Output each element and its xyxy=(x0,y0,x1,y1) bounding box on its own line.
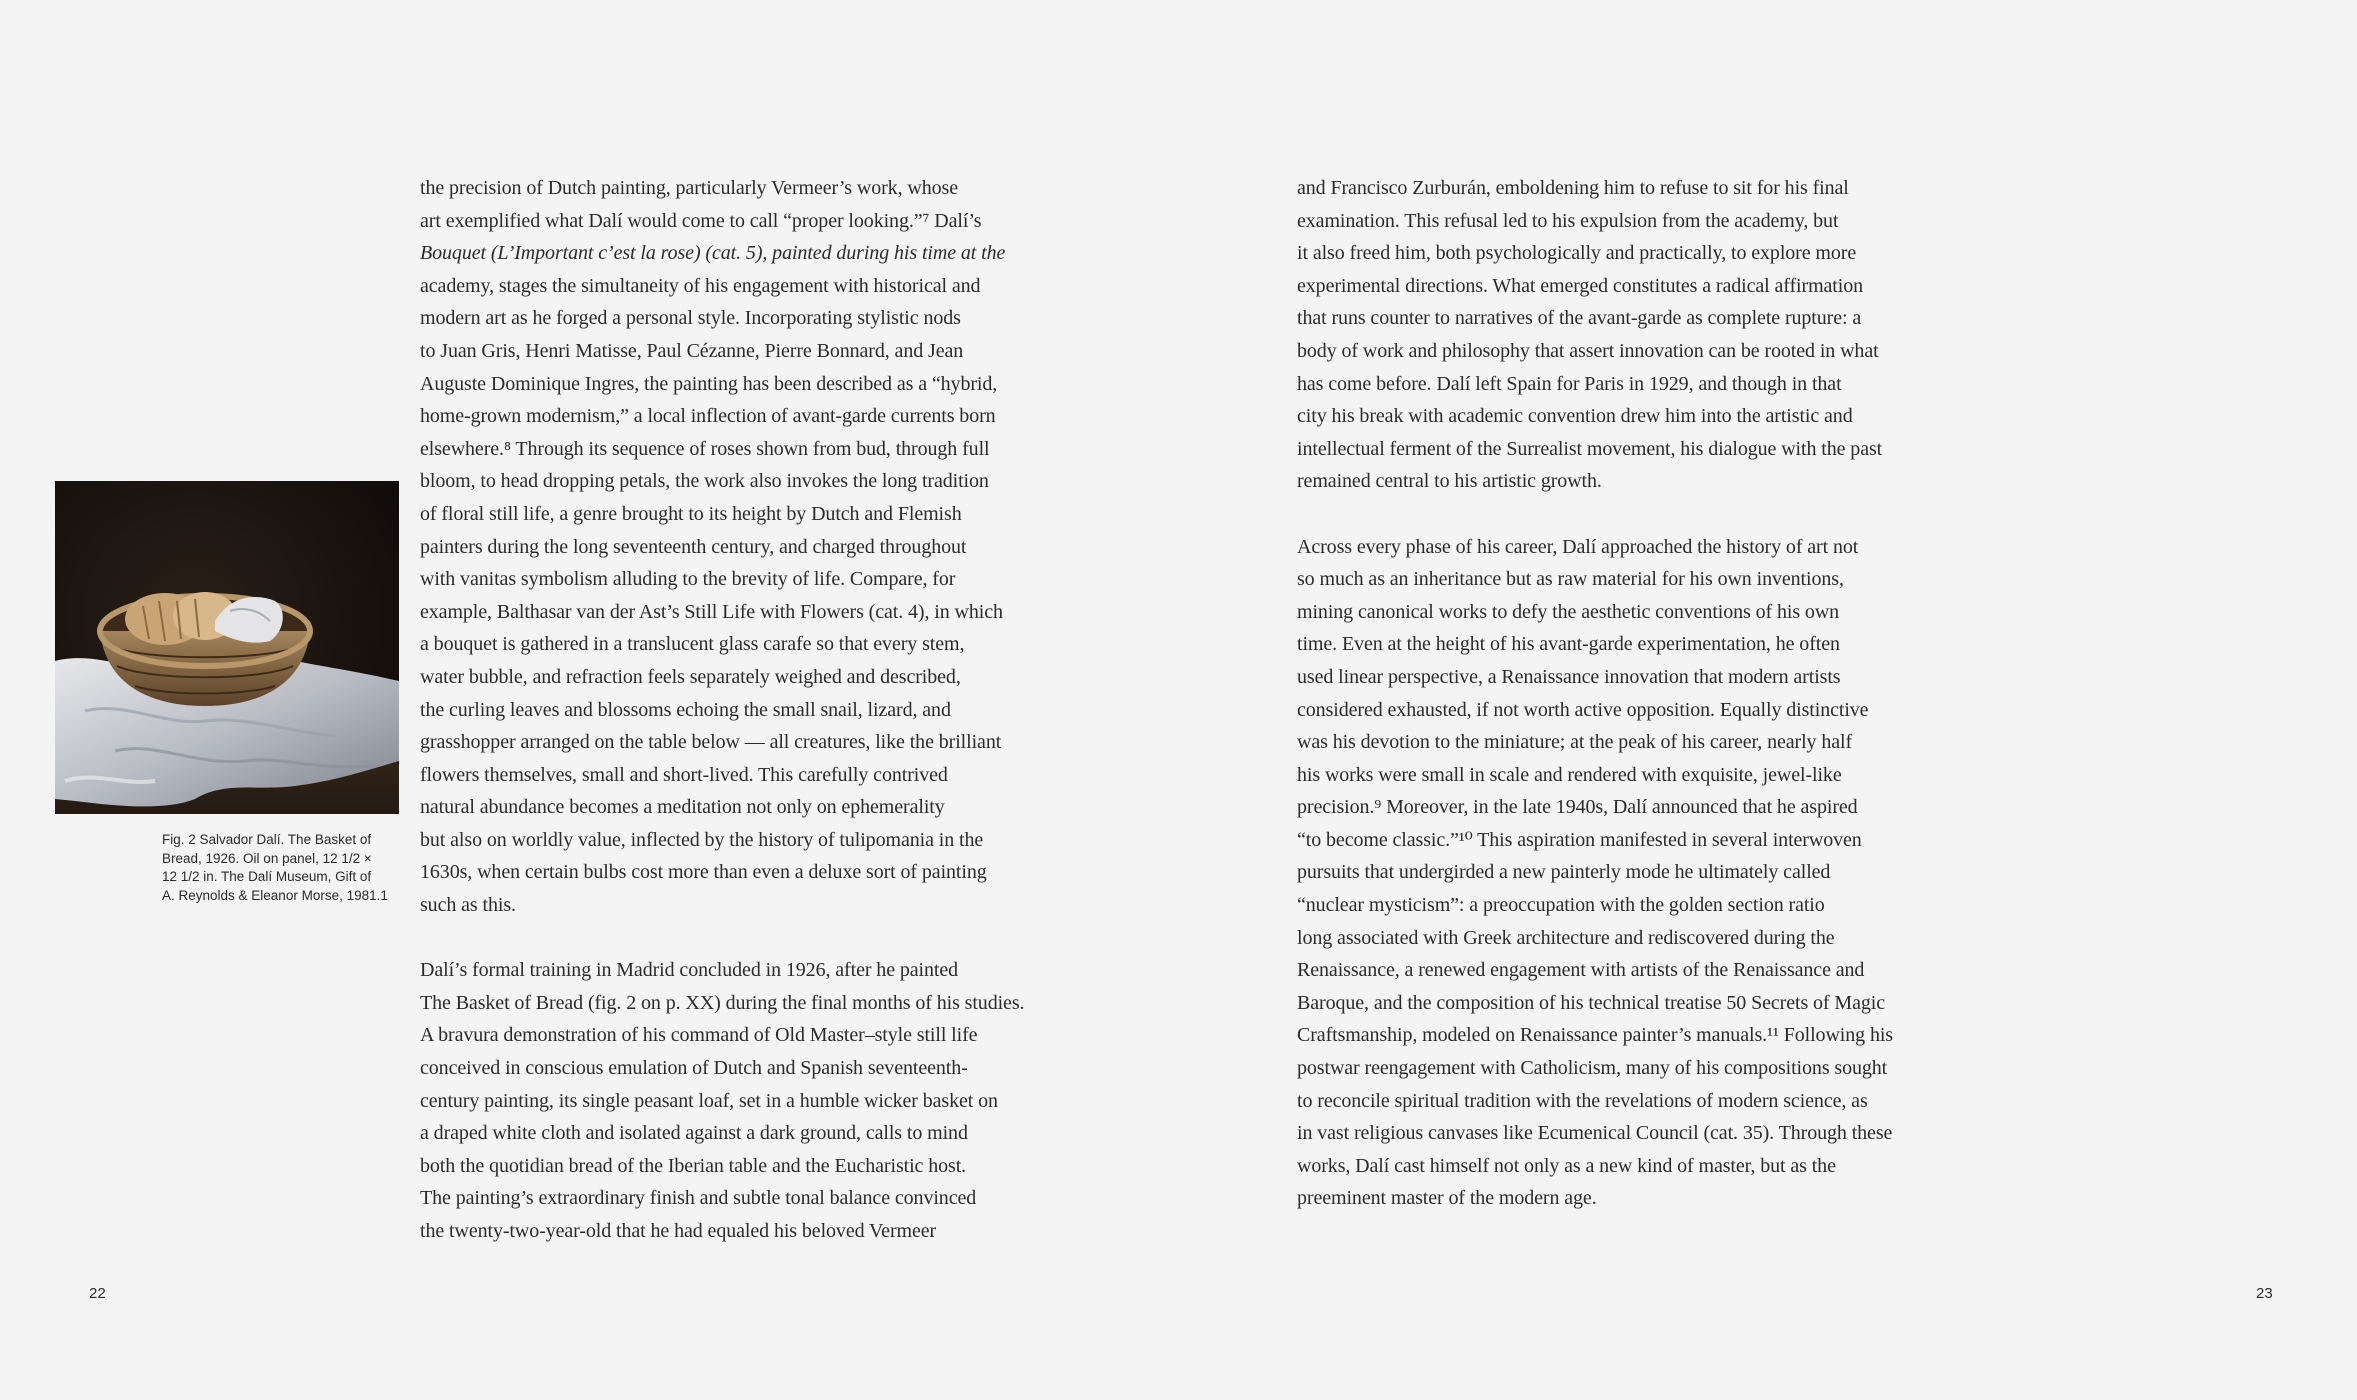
text-line: “to become classic.”¹⁰ This aspiration manifested in several interwoven xyxy=(1297,828,1862,851)
right-page-text-column xyxy=(1297,172,1947,1215)
text-line: it also freed him, both psychologically and practically, to explore more xyxy=(1297,242,1857,265)
caption-line: Bread, 1926. Oil on panel, 12 1/2 × xyxy=(162,850,372,866)
text-line: precision.⁹ Moreover, in the late 1940s, Dalí announced that he aspired xyxy=(1297,796,1858,819)
page-number-left: 22 xyxy=(89,1285,106,1302)
text-line: art exemplified what Dalí would come to call “proper looking.”⁷ Dalí’s xyxy=(420,209,982,232)
text-line: The Basket of Bread (fig. 2 on p. XX) during the final months of his studies. xyxy=(420,991,1025,1014)
text-line: to Juan Gris, Henri Matisse, Paul Cézanne, Pierre Bonnard, and Jean xyxy=(420,339,964,362)
text-line: that runs counter to narratives of the avant-garde as complete rupture: a xyxy=(1297,307,1862,330)
text-line: of floral still life, a genre brought to its height by Dutch and Flemish xyxy=(420,502,962,525)
text-line: time. Even at the height of his avant-garde experimentation, he often xyxy=(1297,633,1840,656)
text-line: Bouquet (L’Important c’est la rose) (cat. 5), painted during his time at the xyxy=(420,242,1006,265)
text-line: grasshopper arranged on the table below — all creatures, like the brilliant xyxy=(420,731,1002,754)
text-line: with vanitas symbolism alluding to the brevity of life. Compare, for xyxy=(420,568,956,591)
text-line: a draped white cloth and isolated against a dark ground, calls to mind xyxy=(420,1122,968,1145)
figure-caption xyxy=(162,831,402,905)
text-line: in vast religious canvases like Ecumenical Council (cat. 35). Through these xyxy=(1297,1122,1893,1145)
text-line: the curling leaves and blossoms echoing the small snail, lizard, and xyxy=(420,698,951,721)
text-line: water bubble, and refraction feels separately weighed and described, xyxy=(420,665,961,688)
text-line: his works were small in scale and rendered with exquisite, jewel-like xyxy=(1297,763,1842,786)
text-line: a bouquet is gathered in a translucent glass carafe so that every stem, xyxy=(420,633,965,656)
text-line: Across every phase of his career, Dalí approached the history of art not xyxy=(1297,535,1859,558)
text-line: Auguste Dominique Ingres, the painting has been described as a “hybrid, xyxy=(420,372,998,395)
text-line: both the quotidian bread of the Iberian table and the Eucharistic host. xyxy=(420,1154,967,1177)
text-line: “nuclear mysticism”: a preoccupation with the golden section ratio xyxy=(1297,894,1825,917)
text-line: remained central to his artistic growth. xyxy=(1297,470,1602,493)
text-line: example, Balthasar van der Ast’s Still Life with Flowers (cat. 4), in which xyxy=(420,600,1003,623)
text-line: intellectual ferment of the Surrealist movement, his dialogue with the past xyxy=(1297,437,1883,460)
text-line: Renaissance, a renewed engagement with artists of the Renaissance and xyxy=(1297,959,1865,982)
text-line: city his break with academic convention drew him into the artistic and xyxy=(1297,405,1853,428)
page-number-right: 23 xyxy=(2256,1285,2273,1302)
caption-line: 12 1/2 in. The Dalí Museum, Gift of xyxy=(162,869,372,884)
text-line: 1630s, when certain bulbs cost more than even a deluxe sort of painting xyxy=(420,861,987,884)
text-line: such as this. xyxy=(420,894,516,917)
text-line: century painting, its single peasant loaf, set in a humble wicker basket on xyxy=(420,1089,998,1112)
painting-basket-of-bread-image xyxy=(55,481,399,814)
text-line: elsewhere.⁸ Through its sequence of roses shown from bud, through full xyxy=(420,437,990,460)
text-line: The painting’s extraordinary finish and subtle tonal balance convinced xyxy=(420,1187,977,1210)
text-line: examination. This refusal led to his expulsion from the academy, but xyxy=(1297,209,1839,232)
text-line: Baroque, and the composition of his technical treatise 50 Secrets of Magic xyxy=(1297,991,1885,1014)
text-line: academy, stages the simultaneity of his engagement with historical and xyxy=(420,274,981,297)
text-line: conceived in conscious emulation of Dutch and Spanish seventeenth- xyxy=(420,1057,968,1080)
text-line: the precision of Dutch painting, particularly Vermeer’s work, whose xyxy=(420,177,958,199)
text-line: to reconcile spiritual tradition with the revelations of modern science, as xyxy=(1297,1089,1868,1112)
text-line: long associated with Greek architecture and rediscovered during the xyxy=(1297,926,1835,949)
text-line: pursuits that undergirded a new painterly mode he ultimately called xyxy=(1297,861,1831,884)
text-line: Craftsmanship, modeled on Renaissance painter’s manuals.¹¹ Following his xyxy=(1297,1024,1893,1047)
text-line: modern art as he forged a personal style. Incorporating stylistic nods xyxy=(420,307,961,330)
text-line: has come before. Dalí left Spain for Paris in 1929, and though in that xyxy=(1297,372,1842,395)
text-line: mining canonical works to defy the aesthetic conventions of his own xyxy=(1297,600,1840,623)
text-line: bloom, to head dropping petals, the work also invokes the long tradition xyxy=(420,470,989,493)
text-line: used linear perspective, a Renaissance innovation that modern artists xyxy=(1297,665,1841,688)
figure-basket-of-bread xyxy=(55,481,399,814)
text-line: home-grown modernism,” a local inflection of avant-garde currents born xyxy=(420,405,996,428)
text-line: Dalí’s formal training in Madrid concluded in 1926, after he painted xyxy=(420,959,959,982)
text-line: A bravura demonstration of his command of Old Master–style still life xyxy=(420,1024,978,1047)
text-line: works, Dalí cast himself not only as a new kind of master, but as the xyxy=(1297,1154,1836,1177)
text-line: but also on worldly value, inflected by the history of tulipomania in the xyxy=(420,828,984,851)
text-line: experimental directions. What emerged constitutes a radical affirmation xyxy=(1297,274,1864,297)
text-line: preeminent master of the modern age. xyxy=(1297,1187,1597,1210)
caption-line: A. Reynolds & Eleanor Morse, 1981.1 xyxy=(162,887,388,903)
text-line: painters during the long seventeenth century, and charged throughout xyxy=(420,535,967,558)
text-line: was his devotion to the miniature; at the peak of his career, nearly half xyxy=(1297,731,1853,754)
text-line: body of work and philosophy that assert innovation can be rooted in what xyxy=(1297,339,1879,362)
text-line: natural abundance becomes a meditation not only on ephemerality xyxy=(420,796,945,819)
text-line: so much as an inheritance but as raw material for his own inventions, xyxy=(1297,568,1844,591)
paragraph-gap xyxy=(1297,498,1947,531)
text-line: flowers themselves, small and short-lived. This carefully contrived xyxy=(420,763,948,786)
paragraph-gap xyxy=(420,922,1070,955)
text-line: considered exhausted, if not worth active opposition. Equally distinctive xyxy=(1297,698,1869,721)
left-page-text-column xyxy=(420,172,1070,1248)
text-line: and Francisco Zurburán, emboldening him to refuse to sit for his final xyxy=(1297,177,1849,199)
text-line: the twenty-two-year-old that he had equaled his beloved Vermeer xyxy=(420,1220,937,1242)
text-line: postwar reengagement with Catholicism, many of his compositions sought xyxy=(1297,1057,1888,1080)
caption-line: Fig. 2 Salvador Dalí. The Basket of xyxy=(162,832,372,847)
